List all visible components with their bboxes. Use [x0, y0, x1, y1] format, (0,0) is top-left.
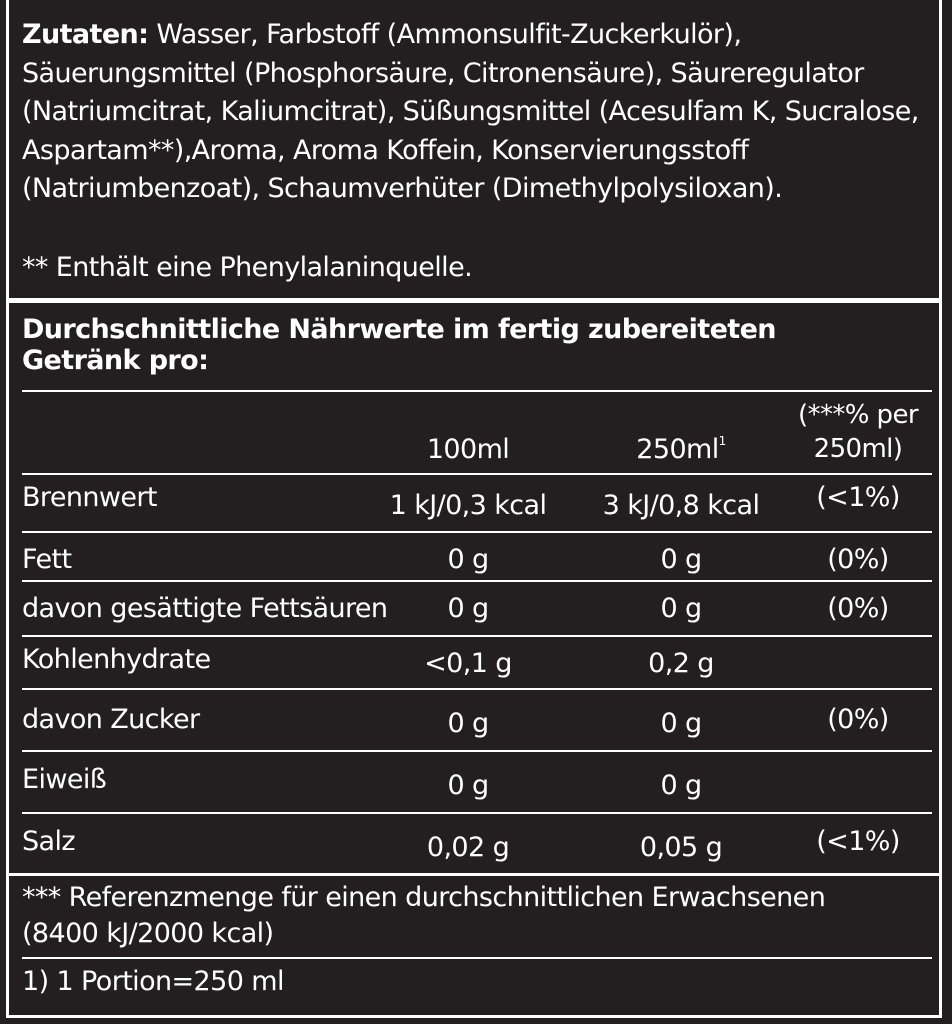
row-label-kohlenhydrate: Kohlenhydrate	[22, 644, 211, 675]
column-header-250ml-footnote-mark: 1	[718, 434, 726, 448]
row-label-eiweiss: Eiweiß	[22, 764, 107, 795]
column-header-100ml: 100ml	[426, 434, 510, 465]
row-salz-reference: (<1%)	[816, 826, 900, 857]
reference-footnote-line2: (8400 kJ/2000 kcal)	[22, 918, 274, 949]
row-zucker-250ml: 0 g	[660, 708, 702, 739]
ingredients-text	[22, 16, 922, 209]
divider-row	[22, 812, 932, 814]
row-brennwert-reference: (<1%)	[816, 482, 900, 513]
divider-table-header	[22, 473, 932, 475]
column-header-250ml-text: 250ml	[636, 434, 719, 465]
row-label-fett: Fett	[22, 544, 72, 575]
row-brennwert-100ml: 1 kJ/0,3 kcal	[389, 490, 547, 521]
column-header-250ml	[570, 434, 792, 465]
reference-footnote-line1: *** Referenzmenge für einen durchschnittlichen Erwachsenen	[22, 882, 826, 913]
row-gesaettigte-fettsaeuren-100ml: 0 g	[447, 593, 489, 624]
row-label-brennwert: Brennwert	[22, 482, 157, 513]
row-gesaettigte-fettsaeuren-250ml: 0 g	[660, 593, 702, 624]
column-header-reference-line1: (***% per	[798, 400, 918, 430]
divider-table-end	[9, 873, 941, 876]
divider-row	[22, 688, 932, 690]
divider-row	[22, 580, 932, 582]
row-eiweiss-250ml: 0 g	[660, 770, 702, 801]
row-fett-250ml: 0 g	[660, 544, 702, 575]
divider-thick	[9, 298, 941, 303]
row-zucker-100ml: 0 g	[447, 708, 489, 739]
portion-footnote: 1) 1 Portion=250 ml	[22, 966, 284, 997]
row-brennwert-250ml: 3 kJ/0,8 kcal	[602, 490, 760, 521]
row-fett-100ml: 0 g	[447, 544, 489, 575]
divider-row	[22, 635, 932, 637]
row-label-zucker: davon Zucker	[22, 704, 200, 735]
divider-heading	[22, 390, 932, 392]
divider-footnotes	[22, 957, 932, 959]
row-eiweiss-100ml: 0 g	[447, 770, 489, 801]
divider-row	[22, 531, 932, 533]
nutrition-heading	[22, 314, 776, 376]
row-salz-250ml: 0,05 g	[639, 832, 723, 863]
row-label-salz: Salz	[22, 826, 75, 857]
row-kohlenhydrate-100ml: <0,1 g	[424, 648, 512, 679]
row-fett-reference: (0%)	[827, 544, 889, 575]
row-label-gesaettigte-fettsaeuren: davon gesättigte Fettsäuren	[22, 593, 388, 624]
row-zucker-reference: (0%)	[827, 704, 889, 735]
ingredients-list: Wasser, Farbstoff (Ammonsulfit-Zuckerkulör), Säuerungsmittel (Phosphorsäure, Citronensäure), Säureregulator (Natriumcitrat, Kaliumcitrat), Süßungsmittel (Acesulfam K, Sucralose, Aspartam**),Aroma, Aroma Koffein, Konservierungsstoff (Natriumbenzoat), Schaumverhüter (Dimethylpolysiloxan).	[22, 19, 919, 204]
nutrition-heading-line2: Getränk pro:	[22, 345, 209, 376]
column-header-reference-line2: 250ml)	[813, 434, 903, 464]
row-salz-100ml: 0,02 g	[426, 832, 510, 863]
nutrition-heading-line1: Durchschnittliche Nährwerte im fertig zubereiteten	[22, 314, 776, 345]
ingredients-label: Zutaten:	[22, 19, 149, 50]
phenylalanine-note: ** Enthält eine Phenylalaninquelle.	[22, 252, 473, 283]
row-kohlenhydrate-250ml: 0,2 g	[648, 648, 714, 679]
row-gesaettigte-fettsaeuren-reference: (0%)	[827, 593, 889, 624]
column-header-reference	[792, 398, 924, 466]
divider-row	[22, 750, 932, 752]
